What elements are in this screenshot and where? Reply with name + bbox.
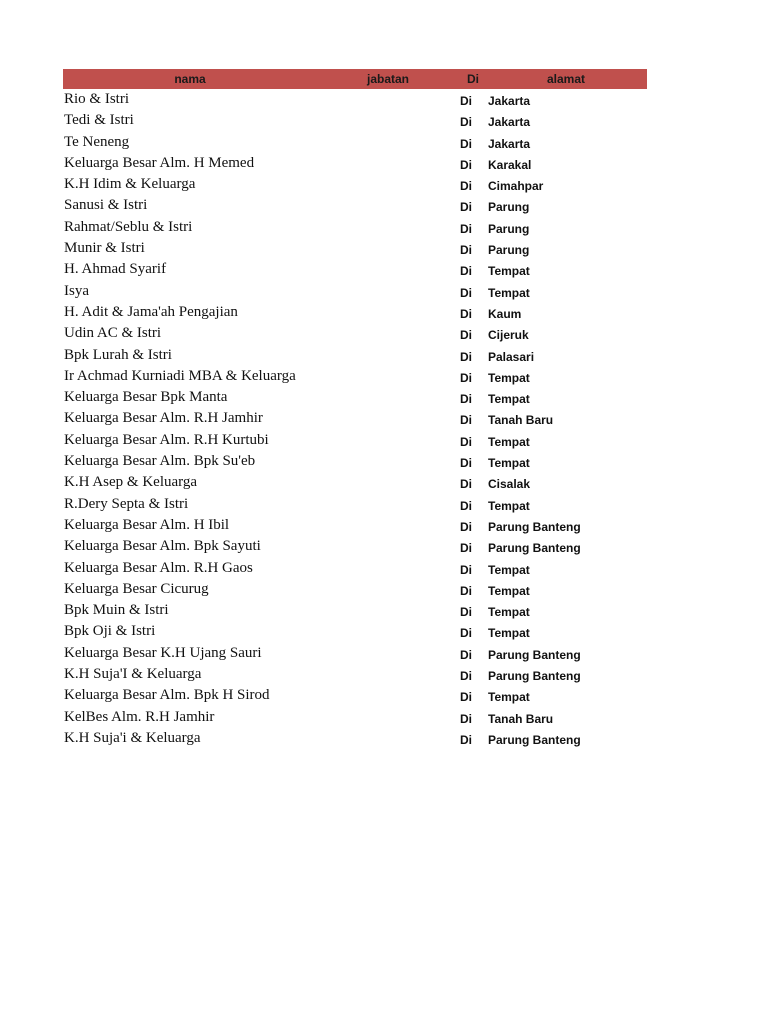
table-row <box>63 345 647 366</box>
cell-nama: R.Dery Septa & Istri <box>64 495 189 512</box>
cell-di: Di <box>460 221 472 236</box>
cell-nama: Keluarga Besar Bpk Manta <box>64 389 228 406</box>
header-alamat: alamat <box>546 72 586 86</box>
cell-nama: Munir & Istri <box>64 240 145 257</box>
cell-alamat: Parung <box>488 243 530 258</box>
table-row <box>63 110 647 131</box>
table-row <box>63 600 647 621</box>
cell-di: Di <box>460 626 472 641</box>
table-row <box>63 281 647 302</box>
cell-nama: Keluarga Besar Cicurug <box>64 580 209 597</box>
cell-di: Di <box>460 583 472 598</box>
table-row <box>63 408 647 429</box>
table-body <box>63 89 647 749</box>
cell-alamat: Karakal <box>488 157 532 172</box>
table-header-row <box>63 69 647 89</box>
table-row <box>63 238 647 259</box>
cell-alamat: Parung <box>488 200 530 215</box>
table-row <box>63 621 647 642</box>
cell-alamat: Parung Banteng <box>488 669 581 684</box>
cell-nama: Sanusi & Istri <box>64 197 148 214</box>
cell-alamat: Cijeruk <box>488 328 529 343</box>
cell-nama: Keluarga Besar Alm. Bpk Sayuti <box>64 538 261 555</box>
cell-nama: Bpk Lurah & Istri <box>64 346 172 363</box>
table-row <box>63 366 647 387</box>
cell-alamat: Kaum <box>488 306 522 321</box>
table-row <box>63 323 647 344</box>
cell-di: Di <box>460 306 472 321</box>
cell-di: Di <box>460 115 472 130</box>
cell-alamat: Tempat <box>488 690 530 705</box>
cell-alamat: Parung Banteng <box>488 647 581 662</box>
cell-alamat: Tempat <box>488 456 530 471</box>
cell-nama: H. Adit & Jama'ah Pengajian <box>64 303 238 320</box>
cell-nama: KelBes Alm. R.H Jamhir <box>64 708 215 725</box>
cell-nama: Keluarga Besar Alm. R.H Gaos <box>64 559 253 576</box>
cell-di: Di <box>460 477 472 492</box>
cell-nama: Rahmat/Seblu & Istri <box>64 218 193 235</box>
cell-alamat: Tempat <box>488 562 530 577</box>
table-row <box>63 174 647 195</box>
cell-nama: H. Ahmad Syarif <box>64 261 167 278</box>
cell-di: Di <box>460 285 472 300</box>
table-row <box>63 259 647 280</box>
cell-alamat: Tanah Baru <box>488 711 554 726</box>
table-row <box>63 579 647 600</box>
cell-di: Di <box>460 605 472 620</box>
cell-alamat: Cisalak <box>488 477 531 492</box>
cell-di: Di <box>460 690 472 705</box>
cell-di: Di <box>460 519 472 534</box>
cell-di: Di <box>460 647 472 662</box>
cell-nama: K.H Suja'I & Keluarga <box>64 666 202 683</box>
cell-di: Di <box>460 328 472 343</box>
cell-nama: Bpk Oji & Istri <box>64 623 156 640</box>
cell-nama: Keluarga Besar K.H Ujang Sauri <box>64 644 262 661</box>
cell-alamat: Tempat <box>488 285 530 300</box>
cell-alamat: Tempat <box>488 370 530 385</box>
cell-di: Di <box>460 94 472 108</box>
table-row <box>63 643 647 664</box>
cell-alamat: Cimahpar <box>488 179 544 194</box>
cell-alamat: Tempat <box>488 434 530 449</box>
table-row <box>63 387 647 408</box>
cell-nama: Bpk Muin & Istri <box>64 602 169 619</box>
table-row <box>63 685 647 706</box>
cell-di: Di <box>460 413 472 428</box>
table-row <box>63 217 647 238</box>
cell-alamat: Tempat <box>488 583 530 598</box>
cell-nama: K.H Asep & Keluarga <box>64 474 198 491</box>
cell-nama: Keluarga Besar Alm. H Memed <box>64 154 255 171</box>
table-row <box>63 132 647 153</box>
cell-nama: Keluarga Besar Alm. Bpk Su'eb <box>64 453 256 470</box>
cell-di: Di <box>460 264 472 279</box>
cell-alamat: Palasari <box>488 349 535 364</box>
cell-nama: Keluarga Besar Alm. R.H Kurtubi <box>64 431 269 448</box>
cell-di: Di <box>460 562 472 577</box>
cell-di: Di <box>460 136 472 151</box>
table-row <box>63 494 647 515</box>
table-row <box>63 451 647 472</box>
cell-di: Di <box>460 434 472 449</box>
cell-alamat: Parung Banteng <box>488 732 581 747</box>
table-row <box>63 153 647 174</box>
cell-alamat: Tempat <box>488 626 530 641</box>
cell-alamat: Jakarta <box>488 136 531 151</box>
cell-alamat: Parung <box>488 221 530 236</box>
cell-di: Di <box>460 392 472 407</box>
cell-nama: Udin AC & Istri <box>64 325 162 342</box>
table-row <box>63 472 647 493</box>
cell-di: Di <box>460 669 472 684</box>
cell-nama: Keluarga Besar Alm. Bpk H Sirod <box>64 687 270 704</box>
cell-alamat: Tempat <box>488 392 530 407</box>
cell-di: Di <box>460 370 472 385</box>
cell-nama: Te Neneng <box>64 133 130 150</box>
cell-alamat: Jakarta <box>488 115 531 130</box>
cell-di: Di <box>460 732 472 747</box>
cell-di: Di <box>460 243 472 258</box>
cell-di: Di <box>460 541 472 556</box>
cell-nama: Keluarga Besar Alm. H Ibil <box>64 516 230 533</box>
guest-list-table <box>63 69 647 749</box>
cell-di: Di <box>460 498 472 513</box>
cell-nama: Keluarga Besar Alm. R.H Jamhir <box>64 410 263 427</box>
cell-nama: K.H Suja'i & Keluarga <box>64 729 201 746</box>
header-nama: nama <box>174 72 206 86</box>
table-row <box>63 536 647 557</box>
cell-alamat: Tanah Baru <box>488 413 554 428</box>
table-row <box>63 195 647 216</box>
table-row <box>63 515 647 536</box>
cell-nama: Rio & Istri <box>64 91 130 107</box>
table-row <box>63 664 647 685</box>
cell-alamat: Jakarta <box>488 94 531 108</box>
cell-nama: Isya <box>64 282 89 299</box>
cell-nama: Tedi & Istri <box>64 112 134 129</box>
cell-alamat: Tempat <box>488 264 530 279</box>
cell-di: Di <box>460 711 472 726</box>
table-row <box>63 89 647 110</box>
table-row <box>63 558 647 579</box>
header-jabatan: jabatan <box>366 72 409 86</box>
cell-di: Di <box>460 157 472 172</box>
cell-nama: Ir Achmad Kurniadi MBA & Keluarga <box>64 367 296 384</box>
cell-alamat: Tempat <box>488 498 530 513</box>
header-di: Di <box>467 72 479 86</box>
cell-alamat: Tempat <box>488 605 530 620</box>
cell-di: Di <box>460 200 472 215</box>
cell-alamat: Parung Banteng <box>488 519 581 534</box>
table-row <box>63 430 647 451</box>
cell-di: Di <box>460 349 472 364</box>
cell-nama: K.H Idim & Keluarga <box>64 176 196 193</box>
table-row <box>63 728 647 749</box>
cell-alamat: Parung Banteng <box>488 541 581 556</box>
cell-di: Di <box>460 179 472 194</box>
table-row <box>63 707 647 728</box>
cell-di: Di <box>460 456 472 471</box>
table-row <box>63 302 647 323</box>
